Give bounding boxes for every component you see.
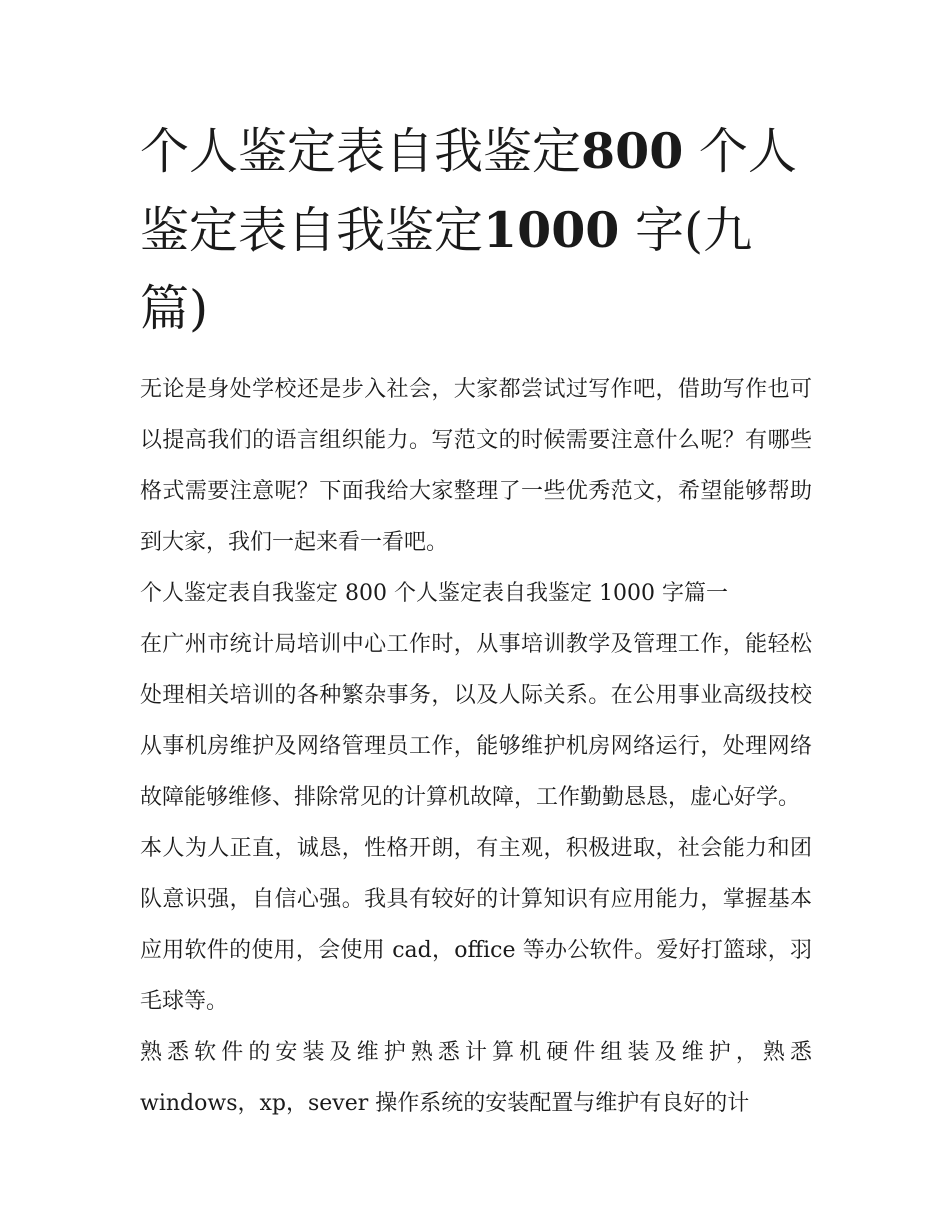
intro-paragraph: 无论是身处学校还是步入社会，大家都尝试过写作吧，借助写作也可以提高我们的语言组织能力。写范文的时候需要注意什么呢？有哪些格式需要注意呢？下面我给大家整理了一些优秀范文，希望能够帮助到大家，我们一起来看一看吧。 xyxy=(140,377,812,555)
work-experience-paragraph: 在广州市统计局培训中心工作时，从事培训教学及管理工作，能轻松处理相关培训的各种繁杂事务，以及人际关系。在公用事业高级技校从事机房维护及网络管理员工作，能够维护机房网络运行，处理网络故障能够维修、排除常见的计算机故障，工作勤勤恳恳，虚心好学。 xyxy=(140,632,812,810)
title-part-2: 个人鉴定表自我鉴定 xyxy=(140,123,797,259)
personality-paragraph: 本人为人正直，诚恳，性格开朗，有主观，积极进取，社会能力和团队意识强，自信心强。我具有较好的计算知识有应用能力，掌握基本应用软件的使用，会使用 cad，office 等办公软件。爱好打篮球，羽毛球等。 xyxy=(140,836,812,1014)
skills-paragraph: 熟悉软件的安装及维护熟悉计算机硬件组装及维护，熟悉 windows，xp，sever 操作系统的安装配置与维护有良好的计 xyxy=(140,1040,812,1116)
title-part-1: 个人鉴定表自我鉴定 xyxy=(140,123,582,180)
document-title xyxy=(140,112,812,348)
document-page xyxy=(140,112,812,1129)
title-number-1: 800 xyxy=(581,122,684,180)
document-body xyxy=(140,364,812,1129)
section-heading: 个人鉴定表自我鉴定 800 个人鉴定表自我鉴定 1000 字篇一 xyxy=(140,581,728,606)
title-part-3: 字(九篇) xyxy=(140,202,753,337)
title-number-2: 1000 xyxy=(483,201,620,259)
